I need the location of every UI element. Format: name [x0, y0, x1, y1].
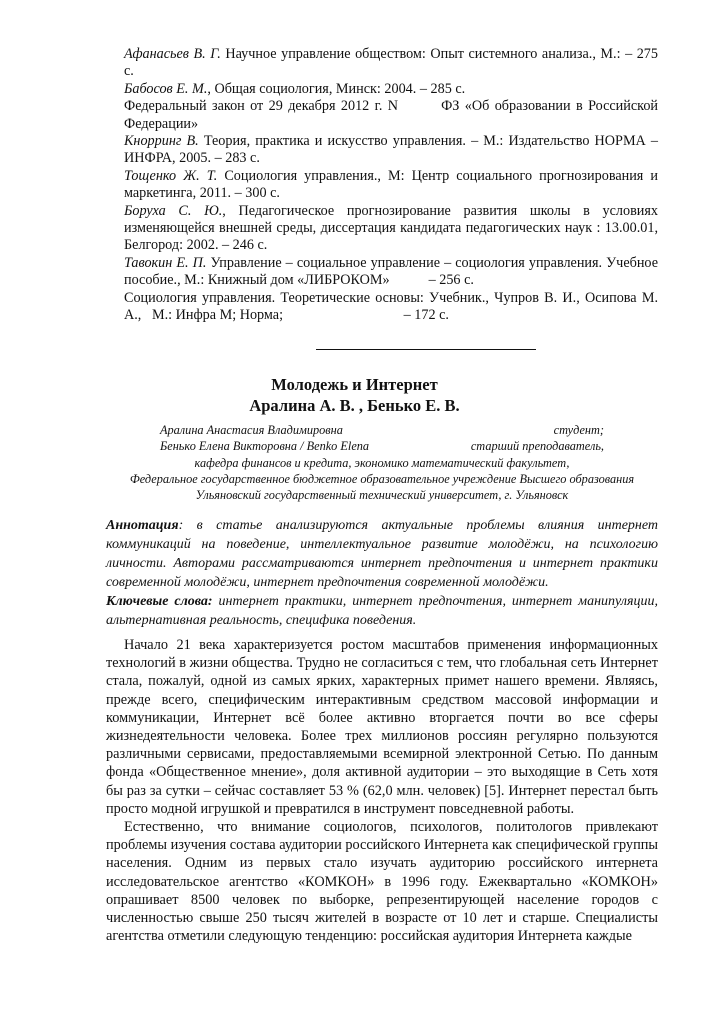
abstract: [106, 516, 658, 592]
abstract-block: [106, 516, 658, 630]
author-1-name: Аралина Анастасия Владимировна: [160, 423, 343, 437]
reference-item: Кнорринг В. Теория, практика и искусство управления. – М.: Издательство НОРМА – ИНФРА, 2005. – 283 с.: [124, 133, 658, 167]
affiliation-institution: Федеральное государственное бюджетное образовательное учреждение Высшего образования: [129, 471, 635, 486]
affiliation-department: кафедра финансов и кредита, экономико математический факультет,: [194, 455, 570, 470]
author-2-name: Бенько Елена Викторовна / Benko Elena: [160, 439, 370, 454]
author-1-role: студент;: [553, 423, 604, 437]
abstract-label: Аннотация: [106, 518, 179, 533]
reference-item: Афанасьев В. Г. Научное управление обществом: Опыт системного анализа., М.: – 275 с.: [124, 46, 658, 80]
reference-item: Федеральный закон от 29 декабря 2012 г. N ФЗ «Об образовании в Российской Федерации»: [124, 98, 662, 132]
reference-item: Социология управления. Теоретические основы: Учебник., Чупров В. И., Осипова М. А., М.: Инфра М; Норма; – 172 с.: [124, 289, 662, 324]
reference-list: [124, 46, 662, 325]
article-title: Молодежь и Интернет: [271, 375, 438, 394]
body-paragraph: Начало 21 века характеризуется ростом масштабов применения информационных технологий в жизни общества. Трудно не согласиться с тем, что глобальная сеть Интернет стала, пожалуй, одной из самых ярких, характерных примет нашего времени. Являясь, прежде всего, специфическим интерактивным средством массовой информации и коммуникации, Интернет всё более активно вторгается почти во все сферы жизнедеятельности человека. Более трех миллионов россиян регулярно пользуются различными сервисами, предоставляемыми всемирной электронной Сетью. По данным фонда «Общественное мнение», доля активной аудитории – это выходящие в Сеть хотя бы раз за сутки – сейчас составляет 53 % (62,0 млн. человек) [5]. Интернет перестал быть просто модной игрушкой и превратился в инструмент повседневной работы.: [106, 637, 658, 817]
abstract-text: : в статье анализируются актуальные проблемы влияния интернет коммуникаций на поведение, интеллектуальное развитие молодёжи, на психологию личности. Авторами рассматриваются интернет предпочтения и интернет практики современной молодёжи, интернет предпочтения современной молодёжи.: [106, 518, 658, 590]
reference-item: Тощенко Ж. Т. Социология управления., М: Центр социального прогнозирования и маркетинга, 2011. – 300 с.: [124, 167, 658, 202]
keywords-label: Ключевые слова:: [106, 594, 213, 609]
reference-item: Бабосов Е. М., Общая социология, Минск: 2004. – 285 с.: [124, 80, 466, 97]
body-paragraph: Естественно, что внимание социологов, психологов, политологов привлекают проблемы изучения состава аудитории российского Интернета как специфической группы населения. Одним из первых стало изучать аудиторию российского интернета исследовательское агентство «КОМКОН» в 1996 году. Ежеквартально «КОМКОН» опрашивает 8500 человек по выборке, репрезентирующей население городов с численностью свыше 250 тысяч жителей в возрасте от 10 лет и старше. Специалисты агентства отметили следующую тенденцию: российская аудитория Интернета каждые: [106, 819, 658, 945]
keywords: [106, 592, 658, 630]
reference-item: Боруха С. Ю., Педагогическое прогнозирование развития школы в условиях изменяющейся внешней среды, диссертация кандидата педагогических наук : 13.00.01, Белгород: 2002. – 246 с.: [124, 202, 658, 254]
reference-item: Тавокин Е. П. Управление – социальное управление – социология управления. Учебное пособие., М.: Книжный дом «ЛИБРОКОМ» – 256 с.: [124, 254, 662, 289]
keywords-text: интернет практики, интернет предпочтения, интернет манипуляции, альтернативная реальность, специфика поведения.: [106, 594, 658, 628]
article-heading: [0, 374, 709, 416]
affiliation-row: [104, 438, 660, 454]
affiliation-row: [104, 422, 660, 438]
author-2-role: старший преподаватель,: [470, 439, 604, 454]
author-affiliation: [104, 422, 660, 503]
article-body: [106, 636, 658, 945]
affiliation-university: Ульяновский государственный технический университет, г. Ульяновск: [195, 488, 569, 503]
article-authors: Аралина А. В. , Бенько Е. В.: [249, 396, 460, 415]
section-divider: [316, 349, 536, 350]
